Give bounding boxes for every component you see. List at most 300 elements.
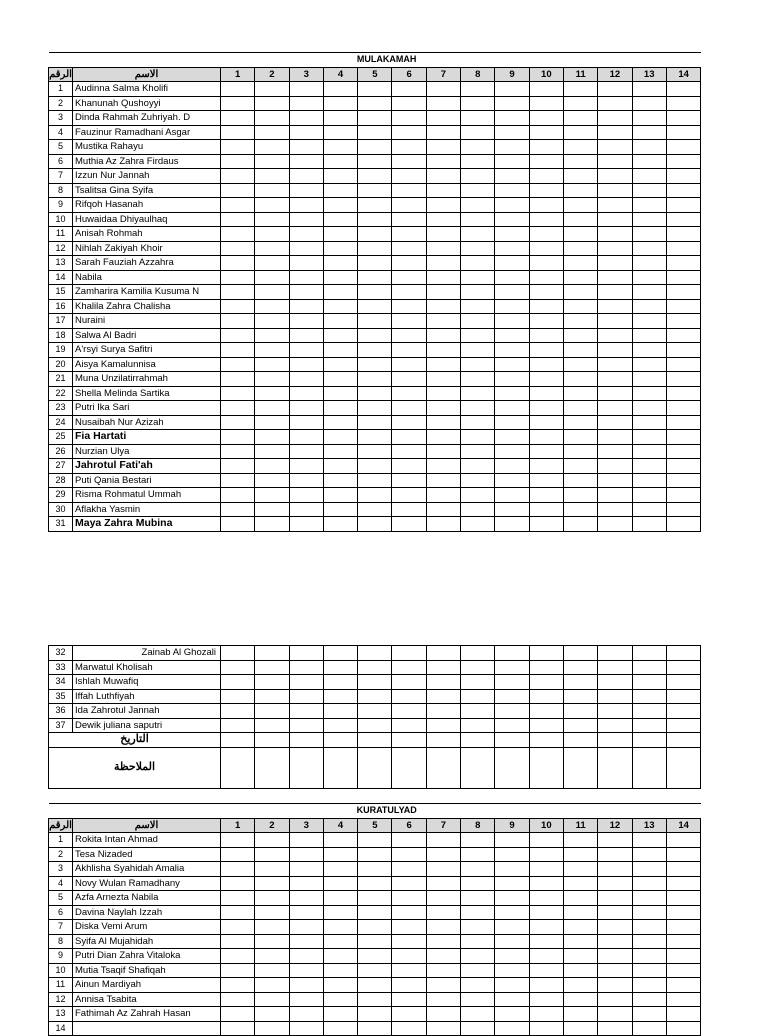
- attendance-cell[interactable]: [666, 285, 701, 300]
- attendance-cell[interactable]: [289, 183, 323, 198]
- attendance-cell[interactable]: [358, 227, 392, 242]
- attendance-cell[interactable]: [289, 372, 323, 387]
- attendance-cell[interactable]: [392, 125, 426, 140]
- attendance-cell[interactable]: [426, 343, 460, 358]
- attendance-cell[interactable]: [461, 328, 495, 343]
- attendance-cell[interactable]: [598, 227, 632, 242]
- attendance-cell[interactable]: [289, 473, 323, 488]
- attendance-cell[interactable]: [632, 227, 666, 242]
- attendance-cell[interactable]: [632, 82, 666, 97]
- attendance-cell[interactable]: [289, 82, 323, 97]
- attendance-cell[interactable]: [221, 415, 255, 430]
- attendance-cell[interactable]: [495, 125, 529, 140]
- attendance-cell[interactable]: [289, 125, 323, 140]
- attendance-cell[interactable]: [563, 473, 597, 488]
- attendance-cell[interactable]: [289, 949, 323, 964]
- attendance-cell[interactable]: [426, 198, 460, 213]
- attendance-cell[interactable]: [666, 675, 700, 690]
- attendance-cell[interactable]: [563, 227, 597, 242]
- attendance-cell[interactable]: [221, 862, 255, 877]
- attendance-cell[interactable]: [358, 111, 392, 126]
- attendance-cell[interactable]: [392, 154, 426, 169]
- attendance-cell[interactable]: [255, 660, 289, 675]
- attendance-cell[interactable]: [598, 386, 632, 401]
- attendance-cell[interactable]: [392, 718, 426, 733]
- attendance-cell[interactable]: [426, 285, 460, 300]
- attendance-cell[interactable]: [289, 328, 323, 343]
- attendance-cell[interactable]: [495, 473, 529, 488]
- attendance-cell[interactable]: [461, 198, 495, 213]
- attendance-cell[interactable]: [426, 517, 460, 532]
- attendance-cell[interactable]: [323, 212, 357, 227]
- attendance-cell[interactable]: [495, 1007, 529, 1022]
- attendance-cell[interactable]: [563, 934, 597, 949]
- attendance-cell[interactable]: [392, 299, 426, 314]
- attendance-cell[interactable]: [529, 473, 563, 488]
- attendance-cell[interactable]: [563, 1007, 597, 1022]
- attendance-cell[interactable]: [495, 386, 529, 401]
- attendance-cell[interactable]: [598, 920, 632, 935]
- attendance-cell[interactable]: [392, 660, 426, 675]
- attendance-cell[interactable]: [289, 227, 323, 242]
- attendance-cell[interactable]: [495, 517, 529, 532]
- attendance-cell[interactable]: [563, 891, 597, 906]
- attendance-cell[interactable]: [221, 285, 255, 300]
- attendance-cell[interactable]: [495, 198, 529, 213]
- attendance-cell[interactable]: [495, 154, 529, 169]
- attendance-cell[interactable]: [529, 299, 563, 314]
- attendance-cell[interactable]: [323, 285, 357, 300]
- attendance-cell[interactable]: [461, 833, 495, 848]
- attendance-cell[interactable]: [632, 891, 666, 906]
- attendance-cell[interactable]: [666, 401, 701, 416]
- attendance-cell[interactable]: [358, 920, 392, 935]
- attendance-cell[interactable]: [529, 183, 563, 198]
- attendance-cell[interactable]: [598, 372, 632, 387]
- attendance-cell[interactable]: [632, 920, 666, 935]
- attendance-cell[interactable]: [632, 212, 666, 227]
- attendance-cell[interactable]: [461, 934, 495, 949]
- attendance-cell[interactable]: [289, 1021, 323, 1036]
- attendance-cell[interactable]: [666, 862, 700, 877]
- attendance-cell[interactable]: [666, 415, 701, 430]
- attendance-cell[interactable]: [221, 372, 255, 387]
- attendance-cell[interactable]: [358, 154, 392, 169]
- attendance-cell[interactable]: [495, 704, 529, 719]
- attendance-cell[interactable]: [323, 502, 357, 517]
- attendance-cell[interactable]: [495, 415, 529, 430]
- attendance-cell[interactable]: [323, 82, 357, 97]
- attendance-cell[interactable]: [255, 920, 289, 935]
- attendance-cell[interactable]: [358, 963, 392, 978]
- attendance-cell[interactable]: [529, 415, 563, 430]
- attendance-cell[interactable]: [289, 905, 323, 920]
- attendance-cell[interactable]: [495, 905, 529, 920]
- attendance-cell[interactable]: [461, 256, 495, 271]
- attendance-cell[interactable]: [563, 82, 597, 97]
- attendance-cell[interactable]: [666, 169, 701, 184]
- attendance-cell[interactable]: [461, 154, 495, 169]
- attendance-cell[interactable]: [392, 111, 426, 126]
- attendance-cell[interactable]: [495, 660, 529, 675]
- attendance-cell[interactable]: [563, 125, 597, 140]
- attendance-cell[interactable]: [461, 876, 495, 891]
- attendance-cell[interactable]: [358, 660, 392, 675]
- attendance-cell[interactable]: [495, 459, 529, 474]
- attendance-cell[interactable]: [529, 241, 563, 256]
- attendance-cell[interactable]: [461, 386, 495, 401]
- attendance-cell[interactable]: [666, 488, 701, 503]
- attendance-cell[interactable]: [666, 905, 700, 920]
- attendance-cell[interactable]: [529, 285, 563, 300]
- attendance-cell[interactable]: [598, 430, 632, 445]
- attendance-cell[interactable]: [563, 140, 597, 155]
- attendance-cell[interactable]: [358, 415, 392, 430]
- attendance-cell[interactable]: [563, 314, 597, 329]
- attendance-cell[interactable]: [289, 343, 323, 358]
- attendance-cell[interactable]: [598, 357, 632, 372]
- attendance-cell[interactable]: [666, 660, 700, 675]
- attendance-cell[interactable]: [255, 357, 289, 372]
- attendance-cell[interactable]: [289, 140, 323, 155]
- attendance-cell[interactable]: [255, 862, 289, 877]
- attendance-cell[interactable]: [221, 256, 255, 271]
- attendance-cell[interactable]: [666, 689, 700, 704]
- attendance-cell[interactable]: [289, 660, 323, 675]
- attendance-cell[interactable]: [289, 704, 323, 719]
- attendance-cell[interactable]: [221, 111, 255, 126]
- attendance-cell[interactable]: [289, 96, 323, 111]
- attendance-cell[interactable]: [358, 934, 392, 949]
- attendance-cell[interactable]: [358, 949, 392, 964]
- attendance-cell[interactable]: [529, 343, 563, 358]
- attendance-cell[interactable]: [255, 328, 289, 343]
- attendance-cell[interactable]: [632, 430, 666, 445]
- attendance-cell[interactable]: [563, 111, 597, 126]
- attendance-cell[interactable]: [255, 1021, 289, 1036]
- attendance-cell[interactable]: [461, 430, 495, 445]
- attendance-cell[interactable]: [323, 198, 357, 213]
- attendance-cell[interactable]: [598, 862, 632, 877]
- attendance-cell[interactable]: [358, 343, 392, 358]
- attendance-cell[interactable]: [289, 488, 323, 503]
- attendance-cell[interactable]: [632, 241, 666, 256]
- attendance-cell[interactable]: [358, 847, 392, 862]
- attendance-cell[interactable]: [255, 992, 289, 1007]
- attendance-cell[interactable]: [461, 183, 495, 198]
- attendance-cell[interactable]: [563, 847, 597, 862]
- attendance-cell[interactable]: [358, 905, 392, 920]
- attendance-cell[interactable]: [358, 299, 392, 314]
- attendance-cell[interactable]: [392, 430, 426, 445]
- attendance-cell[interactable]: [358, 833, 392, 848]
- attendance-cell[interactable]: [221, 212, 255, 227]
- attendance-cell[interactable]: [289, 386, 323, 401]
- attendance-cell[interactable]: [632, 689, 666, 704]
- attendance-cell[interactable]: [221, 401, 255, 416]
- attendance-cell[interactable]: [255, 675, 289, 690]
- attendance-cell[interactable]: [221, 386, 255, 401]
- attendance-cell[interactable]: [323, 876, 357, 891]
- attendance-cell[interactable]: [563, 905, 597, 920]
- attendance-cell[interactable]: [358, 140, 392, 155]
- attendance-cell[interactable]: [289, 401, 323, 416]
- attendance-cell[interactable]: [461, 314, 495, 329]
- attendance-cell[interactable]: [221, 1021, 255, 1036]
- attendance-cell[interactable]: [529, 169, 563, 184]
- attendance-cell[interactable]: [495, 372, 529, 387]
- attendance-cell[interactable]: [495, 357, 529, 372]
- attendance-cell[interactable]: [563, 328, 597, 343]
- attendance-cell[interactable]: [598, 96, 632, 111]
- attendance-cell[interactable]: [529, 82, 563, 97]
- attendance-cell[interactable]: [666, 891, 700, 906]
- attendance-cell[interactable]: [221, 876, 255, 891]
- attendance-cell[interactable]: [323, 992, 357, 1007]
- attendance-cell[interactable]: [461, 660, 495, 675]
- attendance-cell[interactable]: [255, 111, 289, 126]
- attendance-cell[interactable]: [666, 949, 700, 964]
- attendance-cell[interactable]: [529, 430, 563, 445]
- attendance-cell[interactable]: [221, 270, 255, 285]
- attendance-cell[interactable]: [289, 934, 323, 949]
- attendance-cell[interactable]: [563, 96, 597, 111]
- attendance-cell[interactable]: [392, 140, 426, 155]
- attendance-cell[interactable]: [426, 401, 460, 416]
- attendance-cell[interactable]: [392, 444, 426, 459]
- attendance-cell[interactable]: [632, 978, 666, 993]
- attendance-cell[interactable]: [495, 718, 529, 733]
- attendance-cell[interactable]: [461, 502, 495, 517]
- attendance-cell[interactable]: [323, 444, 357, 459]
- attendance-cell[interactable]: [426, 357, 460, 372]
- attendance-cell[interactable]: [221, 963, 255, 978]
- attendance-cell[interactable]: [323, 675, 357, 690]
- attendance-cell[interactable]: [529, 125, 563, 140]
- attendance-cell[interactable]: [323, 96, 357, 111]
- attendance-cell[interactable]: [323, 718, 357, 733]
- attendance-cell[interactable]: [426, 502, 460, 517]
- attendance-cell[interactable]: [392, 517, 426, 532]
- attendance-cell[interactable]: [392, 1007, 426, 1022]
- attendance-cell[interactable]: [632, 169, 666, 184]
- attendance-cell[interactable]: [221, 675, 255, 690]
- attendance-cell[interactable]: [461, 862, 495, 877]
- attendance-cell[interactable]: [323, 689, 357, 704]
- attendance-cell[interactable]: [598, 905, 632, 920]
- attendance-cell[interactable]: [392, 833, 426, 848]
- attendance-cell[interactable]: [358, 328, 392, 343]
- attendance-cell[interactable]: [529, 876, 563, 891]
- attendance-cell[interactable]: [323, 963, 357, 978]
- attendance-cell[interactable]: [358, 256, 392, 271]
- attendance-cell[interactable]: [323, 934, 357, 949]
- attendance-cell[interactable]: [392, 905, 426, 920]
- attendance-cell[interactable]: [598, 675, 632, 690]
- attendance-cell[interactable]: [461, 227, 495, 242]
- attendance-cell[interactable]: [495, 992, 529, 1007]
- attendance-cell[interactable]: [358, 270, 392, 285]
- attendance-cell[interactable]: [392, 704, 426, 719]
- attendance-cell[interactable]: [426, 227, 460, 242]
- attendance-cell[interactable]: [323, 660, 357, 675]
- attendance-cell[interactable]: [666, 212, 701, 227]
- attendance-cell[interactable]: [632, 862, 666, 877]
- attendance-cell[interactable]: [221, 646, 255, 661]
- attendance-cell[interactable]: [255, 963, 289, 978]
- attendance-cell[interactable]: [392, 689, 426, 704]
- attendance-cell[interactable]: [666, 227, 701, 242]
- attendance-cell[interactable]: [358, 488, 392, 503]
- attendance-cell[interactable]: [392, 847, 426, 862]
- attendance-cell[interactable]: [255, 934, 289, 949]
- attendance-cell[interactable]: [221, 169, 255, 184]
- attendance-cell[interactable]: [255, 169, 289, 184]
- attendance-cell[interactable]: [426, 963, 460, 978]
- attendance-cell[interactable]: [461, 646, 495, 661]
- attendance-cell[interactable]: [563, 415, 597, 430]
- attendance-cell[interactable]: [563, 675, 597, 690]
- attendance-cell[interactable]: [598, 718, 632, 733]
- attendance-cell[interactable]: [632, 285, 666, 300]
- attendance-cell[interactable]: [426, 949, 460, 964]
- attendance-cell[interactable]: [323, 1007, 357, 1022]
- attendance-cell[interactable]: [221, 82, 255, 97]
- attendance-cell[interactable]: [632, 704, 666, 719]
- attendance-cell[interactable]: [221, 183, 255, 198]
- attendance-cell[interactable]: [221, 444, 255, 459]
- attendance-cell[interactable]: [495, 833, 529, 848]
- attendance-cell[interactable]: [632, 459, 666, 474]
- attendance-cell[interactable]: [666, 1021, 700, 1036]
- attendance-cell[interactable]: [358, 212, 392, 227]
- attendance-cell[interactable]: [461, 111, 495, 126]
- attendance-cell[interactable]: [529, 963, 563, 978]
- attendance-cell[interactable]: [221, 140, 255, 155]
- attendance-cell[interactable]: [221, 689, 255, 704]
- attendance-cell[interactable]: [426, 299, 460, 314]
- attendance-cell[interactable]: [358, 675, 392, 690]
- attendance-cell[interactable]: [255, 444, 289, 459]
- attendance-cell[interactable]: [632, 444, 666, 459]
- attendance-cell[interactable]: [461, 299, 495, 314]
- attendance-cell[interactable]: [666, 847, 700, 862]
- attendance-cell[interactable]: [426, 646, 460, 661]
- attendance-cell[interactable]: [358, 473, 392, 488]
- attendance-cell[interactable]: [255, 689, 289, 704]
- attendance-cell[interactable]: [495, 82, 529, 97]
- attendance-cell[interactable]: [255, 386, 289, 401]
- attendance-cell[interactable]: [598, 891, 632, 906]
- attendance-cell[interactable]: [221, 718, 255, 733]
- attendance-cell[interactable]: [289, 689, 323, 704]
- attendance-cell[interactable]: [323, 270, 357, 285]
- attendance-cell[interactable]: [598, 285, 632, 300]
- attendance-cell[interactable]: [392, 357, 426, 372]
- attendance-cell[interactable]: [598, 1021, 632, 1036]
- attendance-cell[interactable]: [358, 704, 392, 719]
- attendance-cell[interactable]: [598, 198, 632, 213]
- attendance-cell[interactable]: [598, 415, 632, 430]
- attendance-cell[interactable]: [563, 689, 597, 704]
- attendance-cell[interactable]: [255, 241, 289, 256]
- attendance-cell[interactable]: [221, 227, 255, 242]
- attendance-cell[interactable]: [598, 328, 632, 343]
- attendance-cell[interactable]: [323, 256, 357, 271]
- attendance-cell[interactable]: [323, 386, 357, 401]
- attendance-cell[interactable]: [666, 1007, 700, 1022]
- attendance-cell[interactable]: [461, 488, 495, 503]
- attendance-cell[interactable]: [221, 357, 255, 372]
- attendance-cell[interactable]: [358, 862, 392, 877]
- attendance-cell[interactable]: [495, 949, 529, 964]
- attendance-cell[interactable]: [529, 357, 563, 372]
- attendance-cell[interactable]: [598, 1007, 632, 1022]
- attendance-cell[interactable]: [563, 833, 597, 848]
- attendance-cell[interactable]: [289, 459, 323, 474]
- attendance-cell[interactable]: [221, 314, 255, 329]
- attendance-cell[interactable]: [255, 949, 289, 964]
- attendance-cell[interactable]: [598, 169, 632, 184]
- attendance-cell[interactable]: [563, 444, 597, 459]
- attendance-cell[interactable]: [323, 357, 357, 372]
- attendance-cell[interactable]: [666, 96, 701, 111]
- attendance-cell[interactable]: [563, 502, 597, 517]
- attendance-cell[interactable]: [529, 459, 563, 474]
- attendance-cell[interactable]: [461, 704, 495, 719]
- attendance-cell[interactable]: [632, 718, 666, 733]
- attendance-cell[interactable]: [255, 905, 289, 920]
- attendance-cell[interactable]: [529, 212, 563, 227]
- attendance-cell[interactable]: [529, 1007, 563, 1022]
- attendance-cell[interactable]: [255, 459, 289, 474]
- attendance-cell[interactable]: [598, 833, 632, 848]
- attendance-cell[interactable]: [392, 241, 426, 256]
- attendance-cell[interactable]: [426, 444, 460, 459]
- attendance-cell[interactable]: [461, 473, 495, 488]
- attendance-cell[interactable]: [666, 241, 701, 256]
- attendance-cell[interactable]: [255, 473, 289, 488]
- attendance-cell[interactable]: [632, 517, 666, 532]
- attendance-cell[interactable]: [358, 1021, 392, 1036]
- attendance-cell[interactable]: [358, 1007, 392, 1022]
- attendance-cell[interactable]: [255, 125, 289, 140]
- attendance-cell[interactable]: [255, 270, 289, 285]
- attendance-cell[interactable]: [632, 198, 666, 213]
- attendance-cell[interactable]: [529, 934, 563, 949]
- attendance-cell[interactable]: [221, 502, 255, 517]
- attendance-cell[interactable]: [666, 876, 700, 891]
- attendance-cell[interactable]: [461, 949, 495, 964]
- attendance-cell[interactable]: [323, 154, 357, 169]
- attendance-cell[interactable]: [495, 140, 529, 155]
- attendance-cell[interactable]: [221, 198, 255, 213]
- attendance-cell[interactable]: [632, 675, 666, 690]
- attendance-cell[interactable]: [666, 343, 701, 358]
- attendance-cell[interactable]: [221, 847, 255, 862]
- attendance-cell[interactable]: [495, 675, 529, 690]
- attendance-cell[interactable]: [666, 444, 701, 459]
- attendance-cell[interactable]: [632, 125, 666, 140]
- attendance-cell[interactable]: [632, 372, 666, 387]
- attendance-cell[interactable]: [495, 256, 529, 271]
- attendance-cell[interactable]: [461, 270, 495, 285]
- attendance-cell[interactable]: [392, 646, 426, 661]
- attendance-cell[interactable]: [461, 212, 495, 227]
- attendance-cell[interactable]: [563, 430, 597, 445]
- attendance-cell[interactable]: [495, 314, 529, 329]
- attendance-cell[interactable]: [598, 473, 632, 488]
